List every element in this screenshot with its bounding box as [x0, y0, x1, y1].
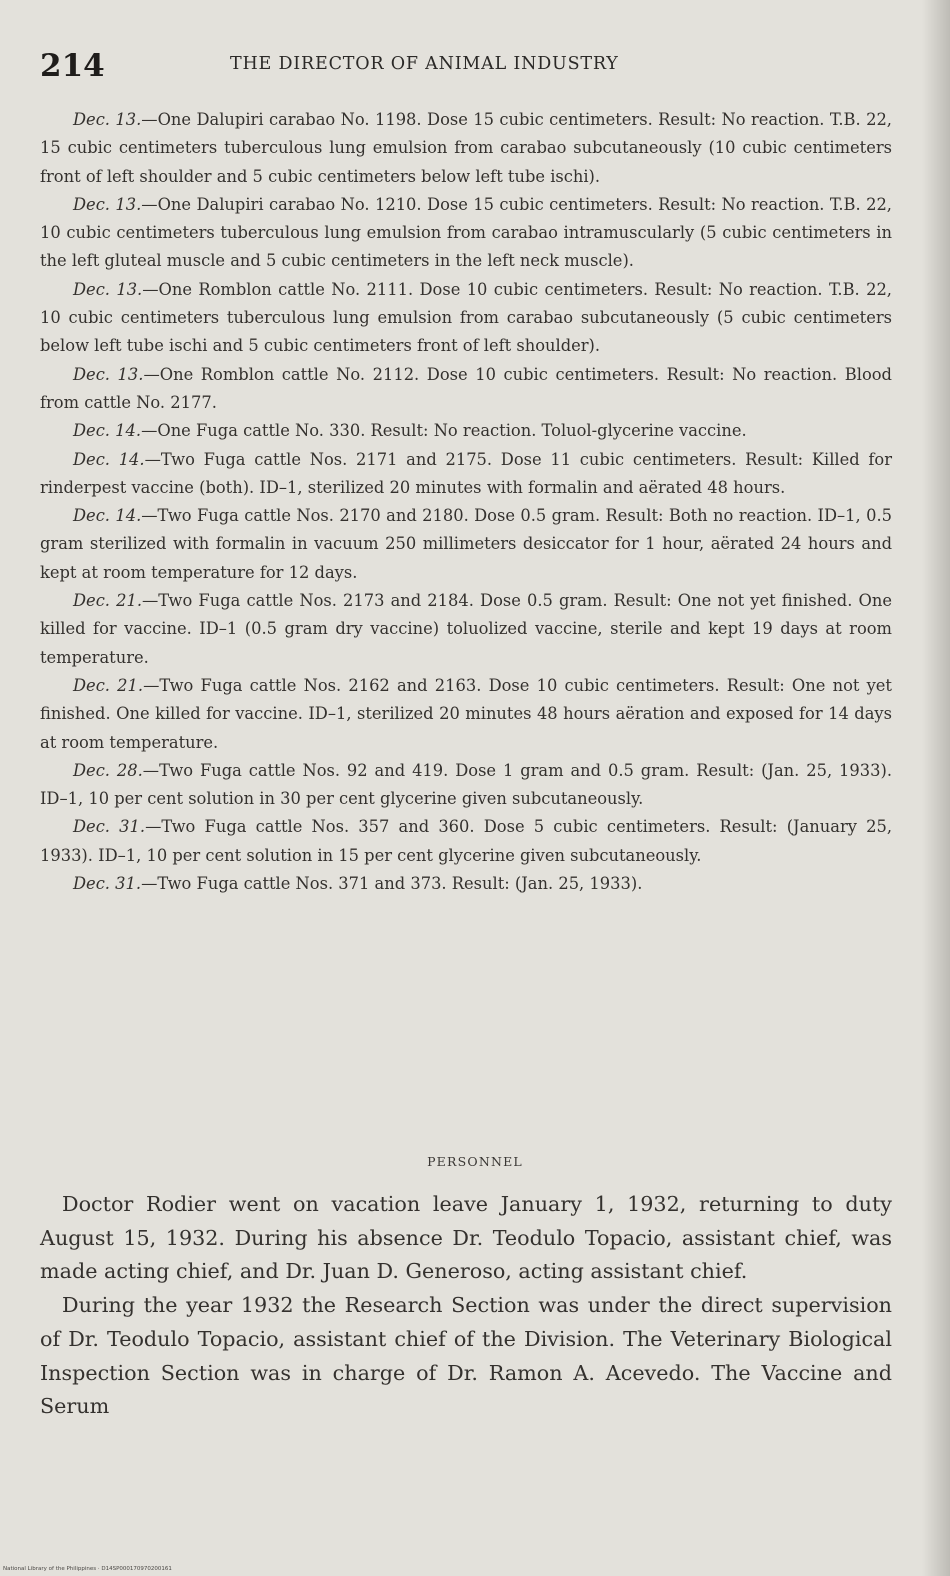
entry-text: —Two Fuga cattle Nos. 371 and 373. Result: (Jan. 25, 1933). [141, 874, 643, 894]
entry-date: Dec. 13. [73, 110, 142, 129]
entry-text: —Two Fuga cattle Nos. 2162 and 2163. Dose 10 cubic centimeters. Result: One not yet finished. One killed for vaccine. ID–1, sterilized 20 minutes 48 hours aëration and exposed for 14 days at room temperature. [40, 675, 892, 752]
test-record-entry [40, 361, 892, 418]
entry-date: Dec. 31. [73, 817, 146, 837]
test-record-entry [40, 417, 892, 445]
scan-imprint: National Library of the Philippines · D14SP000170970200161 [3, 1566, 172, 1572]
body-paragraph: Doctor Rodier went on vacation leave January 1, 1932, returning to duty August 15, 1932. During his absence Dr. Teodulo Topacio, assistant chief, was made acting chief, and Dr. Juan D. Generoso, acting assistant chief. [40, 1192, 892, 1284]
entry-text: —Two Fuga cattle Nos. 2170 and 2180. Dose 0.5 gram. Result: Both no reaction. ID–1, 0.5 gram sterilized with formalin in vacuum 250 millimeters desiccator for 1 hour, aërated 24 hours and kept at room temperature for 12 days. [40, 506, 892, 582]
test-record-entry [40, 446, 892, 503]
entry-text: —Two Fuga cattle Nos. 357 and 360. Dose 5 cubic centimeters. Result: (January 25, 1933). ID–1, 10 per cent solution in 15 per cent glycerine given subcutaneously. [40, 817, 893, 865]
entry-text: —Two Fuga cattle Nos. 2173 and 2184. Dose 0.5 gram. Result: One not yet finished. One killed for vaccine. ID–1 (0.5 gram dry vaccine) toluolized vaccine, sterile and kept 19 days at room temperature. [40, 591, 892, 667]
entry-date: Dec. 28. [73, 760, 143, 780]
test-record-entry [40, 191, 892, 276]
page-header [40, 46, 890, 86]
entry-date: Dec. 13. [73, 279, 143, 299]
entry-text: —Two Fuga cattle Nos. 2171 and 2175. Dose 11 cubic centimeters. Result: Killed for rinderpest vaccine (both). ID–1, sterilized 20 minutes with formalin and aërated 48 hours. [40, 449, 892, 497]
entry-date: Dec. 31. [73, 874, 142, 894]
test-record-entry [40, 672, 892, 757]
test-record-entry [40, 757, 892, 814]
entry-date: Dec. 14. [73, 421, 142, 441]
entry-date: Dec. 21. [73, 591, 142, 611]
test-record-list [40, 106, 892, 898]
test-record-entry [40, 870, 892, 898]
test-record-entry [40, 587, 892, 672]
body-paragraph: During the year 1932 the Research Section was under the direct supervision of Dr. Teodulo Topacio, assistant chief of the Division. The Veterinary Biological Inspection Section was in charge of Dr. Ramon A. Acevedo. The Vaccine and Serum [40, 1293, 892, 1419]
entry-date: Dec. 14. [73, 449, 145, 469]
entry-date: Dec. 14. [73, 506, 142, 526]
entry-text: —One Dalupiri carabao No. 1198. Dose 15 cubic centimeters. Result: No reaction. T.B. 22, 15 cubic centimeters tuberculous lung emulsion from carabao subcutaneously (10 cubic centimeters front of left shoulder and 5 cubic centimeters below left tube ischi). [40, 110, 892, 186]
page-number: 214 [40, 48, 105, 84]
personnel-section [40, 1188, 892, 1424]
test-record-entry [40, 502, 892, 587]
entry-text: —One Romblon cattle No. 2111. Dose 10 cubic centimeters. Result: No reaction. T.B. 22, 10 cubic centimeters tuberculous lung emulsion from carabao subcutaneously (5 cubic centimeters below left tube ischi and 5 cubic centimeters front of left shoulder). [40, 279, 892, 356]
running-head: THE DIRECTOR OF ANIMAL INDUSTRY [230, 54, 619, 74]
test-record-entry [40, 106, 892, 191]
entry-date: Dec. 13. [73, 364, 144, 384]
entry-text: —One Fuga cattle No. 330. Result: No reaction. Toluol-glycerine vaccine. [141, 421, 747, 441]
entry-text: —Two Fuga cattle Nos. 92 and 419. Dose 1 gram and 0.5 gram. Result: (Jan. 25, 1933). ID–1, 10 per cent solution in 30 per cent glycerine given subcutaneously. [40, 760, 892, 809]
test-record-entry [40, 276, 892, 361]
entry-text: —One Romblon cattle No. 2112. Dose 10 cubic centimeters. Result: No reaction. Blood from cattle No. 2177. [40, 364, 892, 412]
entry-date: Dec. 21. [73, 675, 144, 695]
entry-date: Dec. 13. [73, 194, 142, 214]
entry-text: —One Dalupiri carabao No. 1210. Dose 15 cubic centimeters. Result: No reaction. T.B. 22, 10 cubic centimeters tuberculous lung emulsion from carabao intramuscularly (5 cubic centimeters in the left gluteal muscle and 5 cubic centimeters in the left neck muscle). [40, 194, 892, 271]
test-record-entry [40, 813, 892, 870]
section-heading-personnel: PERSONNEL [427, 1154, 523, 1169]
